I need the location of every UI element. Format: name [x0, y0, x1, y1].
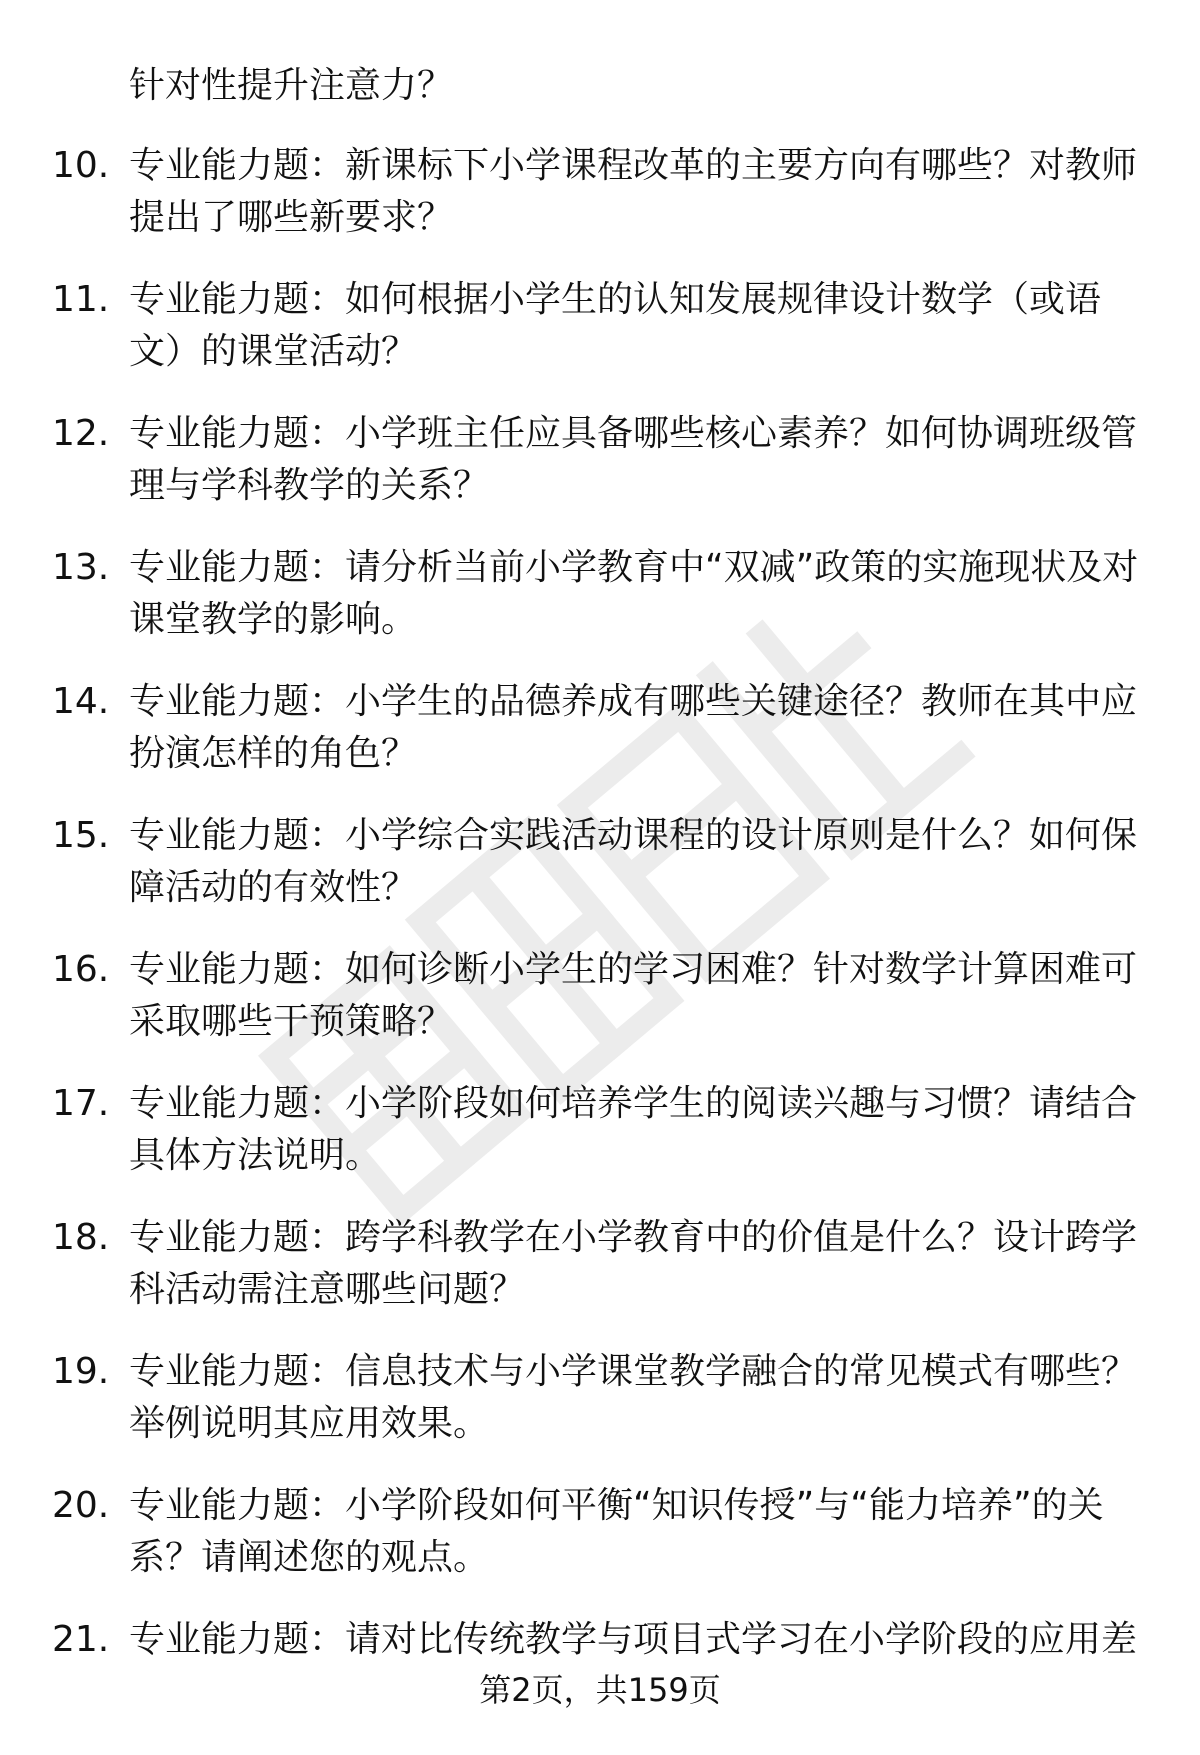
question-number: 16.: [52, 949, 110, 990]
question-text: 专业能力题：信息技术与小学课堂教学融合的常见模式有哪些？举例说明其应用效果。: [129, 1351, 1138, 1444]
page-footer: 第2页，共159页: [479, 1671, 721, 1709]
continuation-text: 针对性提升注意力？: [129, 65, 454, 106]
question-number: 13.: [52, 547, 110, 588]
question-text: 专业能力题：小学班主任应具备哪些核心素养？如何协调班级管理与学科教学的关系？: [129, 413, 1138, 506]
question-text: 专业能力题：新课标下小学课程改革的主要方向有哪些？对教师提出了哪些新要求？: [129, 145, 1138, 238]
list-item: [0, 140, 1200, 274]
question-number: 19.: [52, 1351, 110, 1392]
question-number: 14.: [52, 681, 110, 722]
list-item: [0, 1078, 1200, 1212]
list-item: [0, 542, 1200, 676]
question-text: 专业能力题：如何诊断小学生的学习困难？针对数学计算困难可采取哪些干预策略？: [129, 949, 1138, 1042]
question-number: 15.: [52, 815, 110, 856]
question-number: 17.: [52, 1083, 110, 1124]
question-text: 专业能力题：如何根据小学生的认知发展规律设计数学（或语文）的课堂活动？: [129, 279, 1102, 372]
list-item: [0, 1212, 1200, 1346]
list-item: [0, 676, 1200, 810]
question-text: 专业能力题：跨学科教学在小学教育中的价值是什么？设计跨学科活动需注意哪些问题？: [129, 1217, 1138, 1310]
question-number: 10.: [52, 145, 110, 186]
question-text: 专业能力题：请对比传统教学与项目式学习在小学阶段的应用差: [129, 1619, 1138, 1660]
list-item: [0, 944, 1200, 1078]
list-item: [0, 1480, 1200, 1614]
list-item: [0, 1346, 1200, 1480]
list-item: [0, 810, 1200, 944]
question-number: 21.: [52, 1619, 110, 1660]
question-number: 12.: [52, 413, 110, 454]
question-list: [0, 140, 1200, 1748]
question-text: 专业能力题：请分析当前小学教育中“双减”政策的实施现状及对课堂教学的影响。: [129, 547, 1139, 640]
question-text: 专业能力题：小学生的品德养成有哪些关键途径？教师在其中应扮演怎样的角色？: [129, 681, 1138, 774]
question-number: 18.: [52, 1217, 110, 1258]
question-text: 专业能力题：小学阶段如何平衡“知识传授”与“能力培养”的关系？请阐述您的观点。: [129, 1485, 1104, 1578]
question-number: 20.: [52, 1485, 110, 1526]
question-number: 11.: [52, 279, 110, 320]
list-item: [0, 274, 1200, 408]
question-text: 专业能力题：小学综合实践活动课程的设计原则是什么？如何保障活动的有效性？: [129, 815, 1138, 908]
question-text: 专业能力题：小学阶段如何培养学生的阅读兴趣与习惯？请结合具体方法说明。: [129, 1083, 1138, 1176]
list-item: [0, 408, 1200, 542]
